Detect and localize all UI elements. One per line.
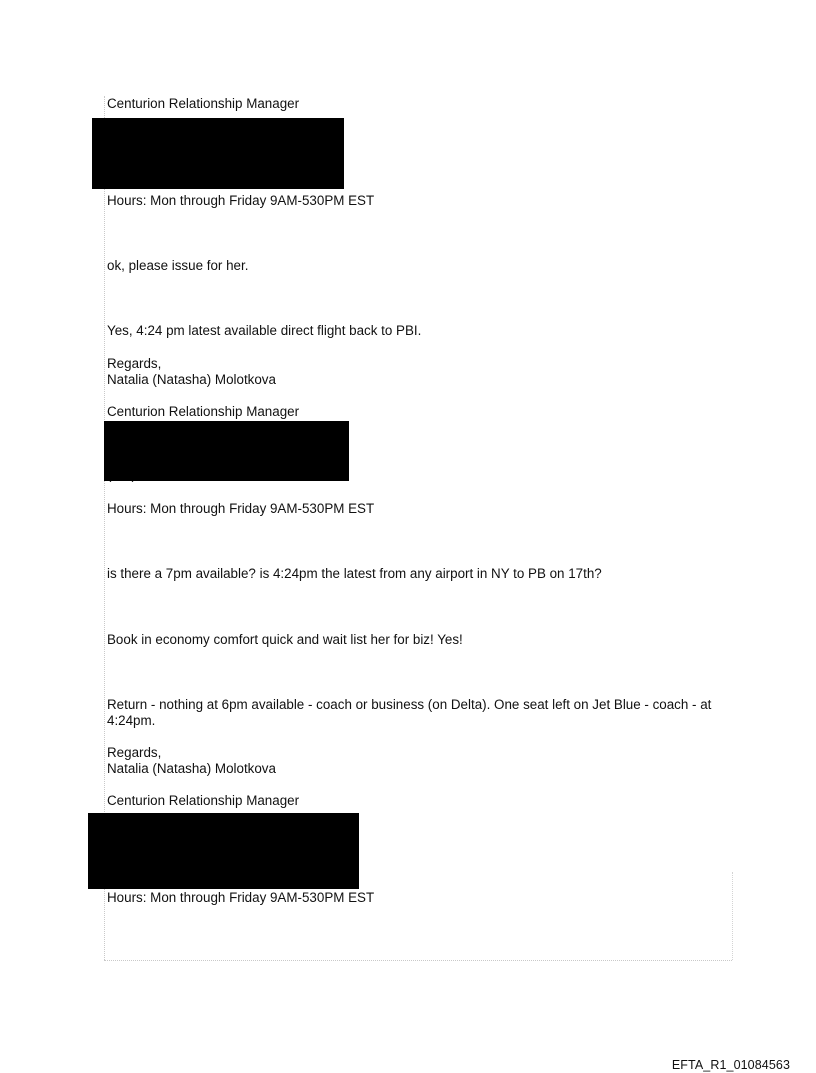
signature-regards: Regards,	[107, 745, 162, 760]
signature-hours: Hours: Mon through Friday 9AM-530PM EST	[107, 501, 375, 516]
signature-hours: Hours: Mon through Friday 9AM-530PM EST	[107, 890, 375, 905]
message-frame-bottom-border	[104, 960, 732, 961]
signature-regards: Regards,	[107, 356, 162, 371]
redaction-block	[104, 421, 349, 481]
message-frame-right-border	[732, 872, 733, 960]
redaction-block	[92, 118, 344, 189]
message-text: Book in economy comfort quick and wait list her for biz! Yes!	[107, 632, 463, 647]
signature-title: Centurion Relationship Manager	[107, 793, 300, 808]
message-text: is there a 7pm available? is 4:24pm the latest from any airport in NY to PB on 17th?	[107, 566, 602, 581]
signature-hours: Hours: Mon through Friday 9AM-530PM EST	[107, 193, 375, 208]
signature-name: Natalia (Natasha) Molotkova	[107, 372, 276, 387]
signature-title: Centurion Relationship Manager	[107, 96, 300, 111]
message-text: ok, please issue for her.	[107, 258, 249, 273]
document-id: EFTA_R1_01084563	[671, 1058, 790, 1072]
message-text: Yes, 4:24 pm latest available direct flight back to PBI.	[107, 323, 422, 338]
signature-title: Centurion Relationship Manager	[107, 404, 300, 419]
message-text: Return - nothing at 6pm available - coach or business (on Delta). One seat left on Jet Blue - coach - at 4:24pm.	[107, 697, 712, 728]
signature-name: Natalia (Natasha) Molotkova	[107, 761, 276, 776]
redaction-block	[88, 813, 359, 889]
